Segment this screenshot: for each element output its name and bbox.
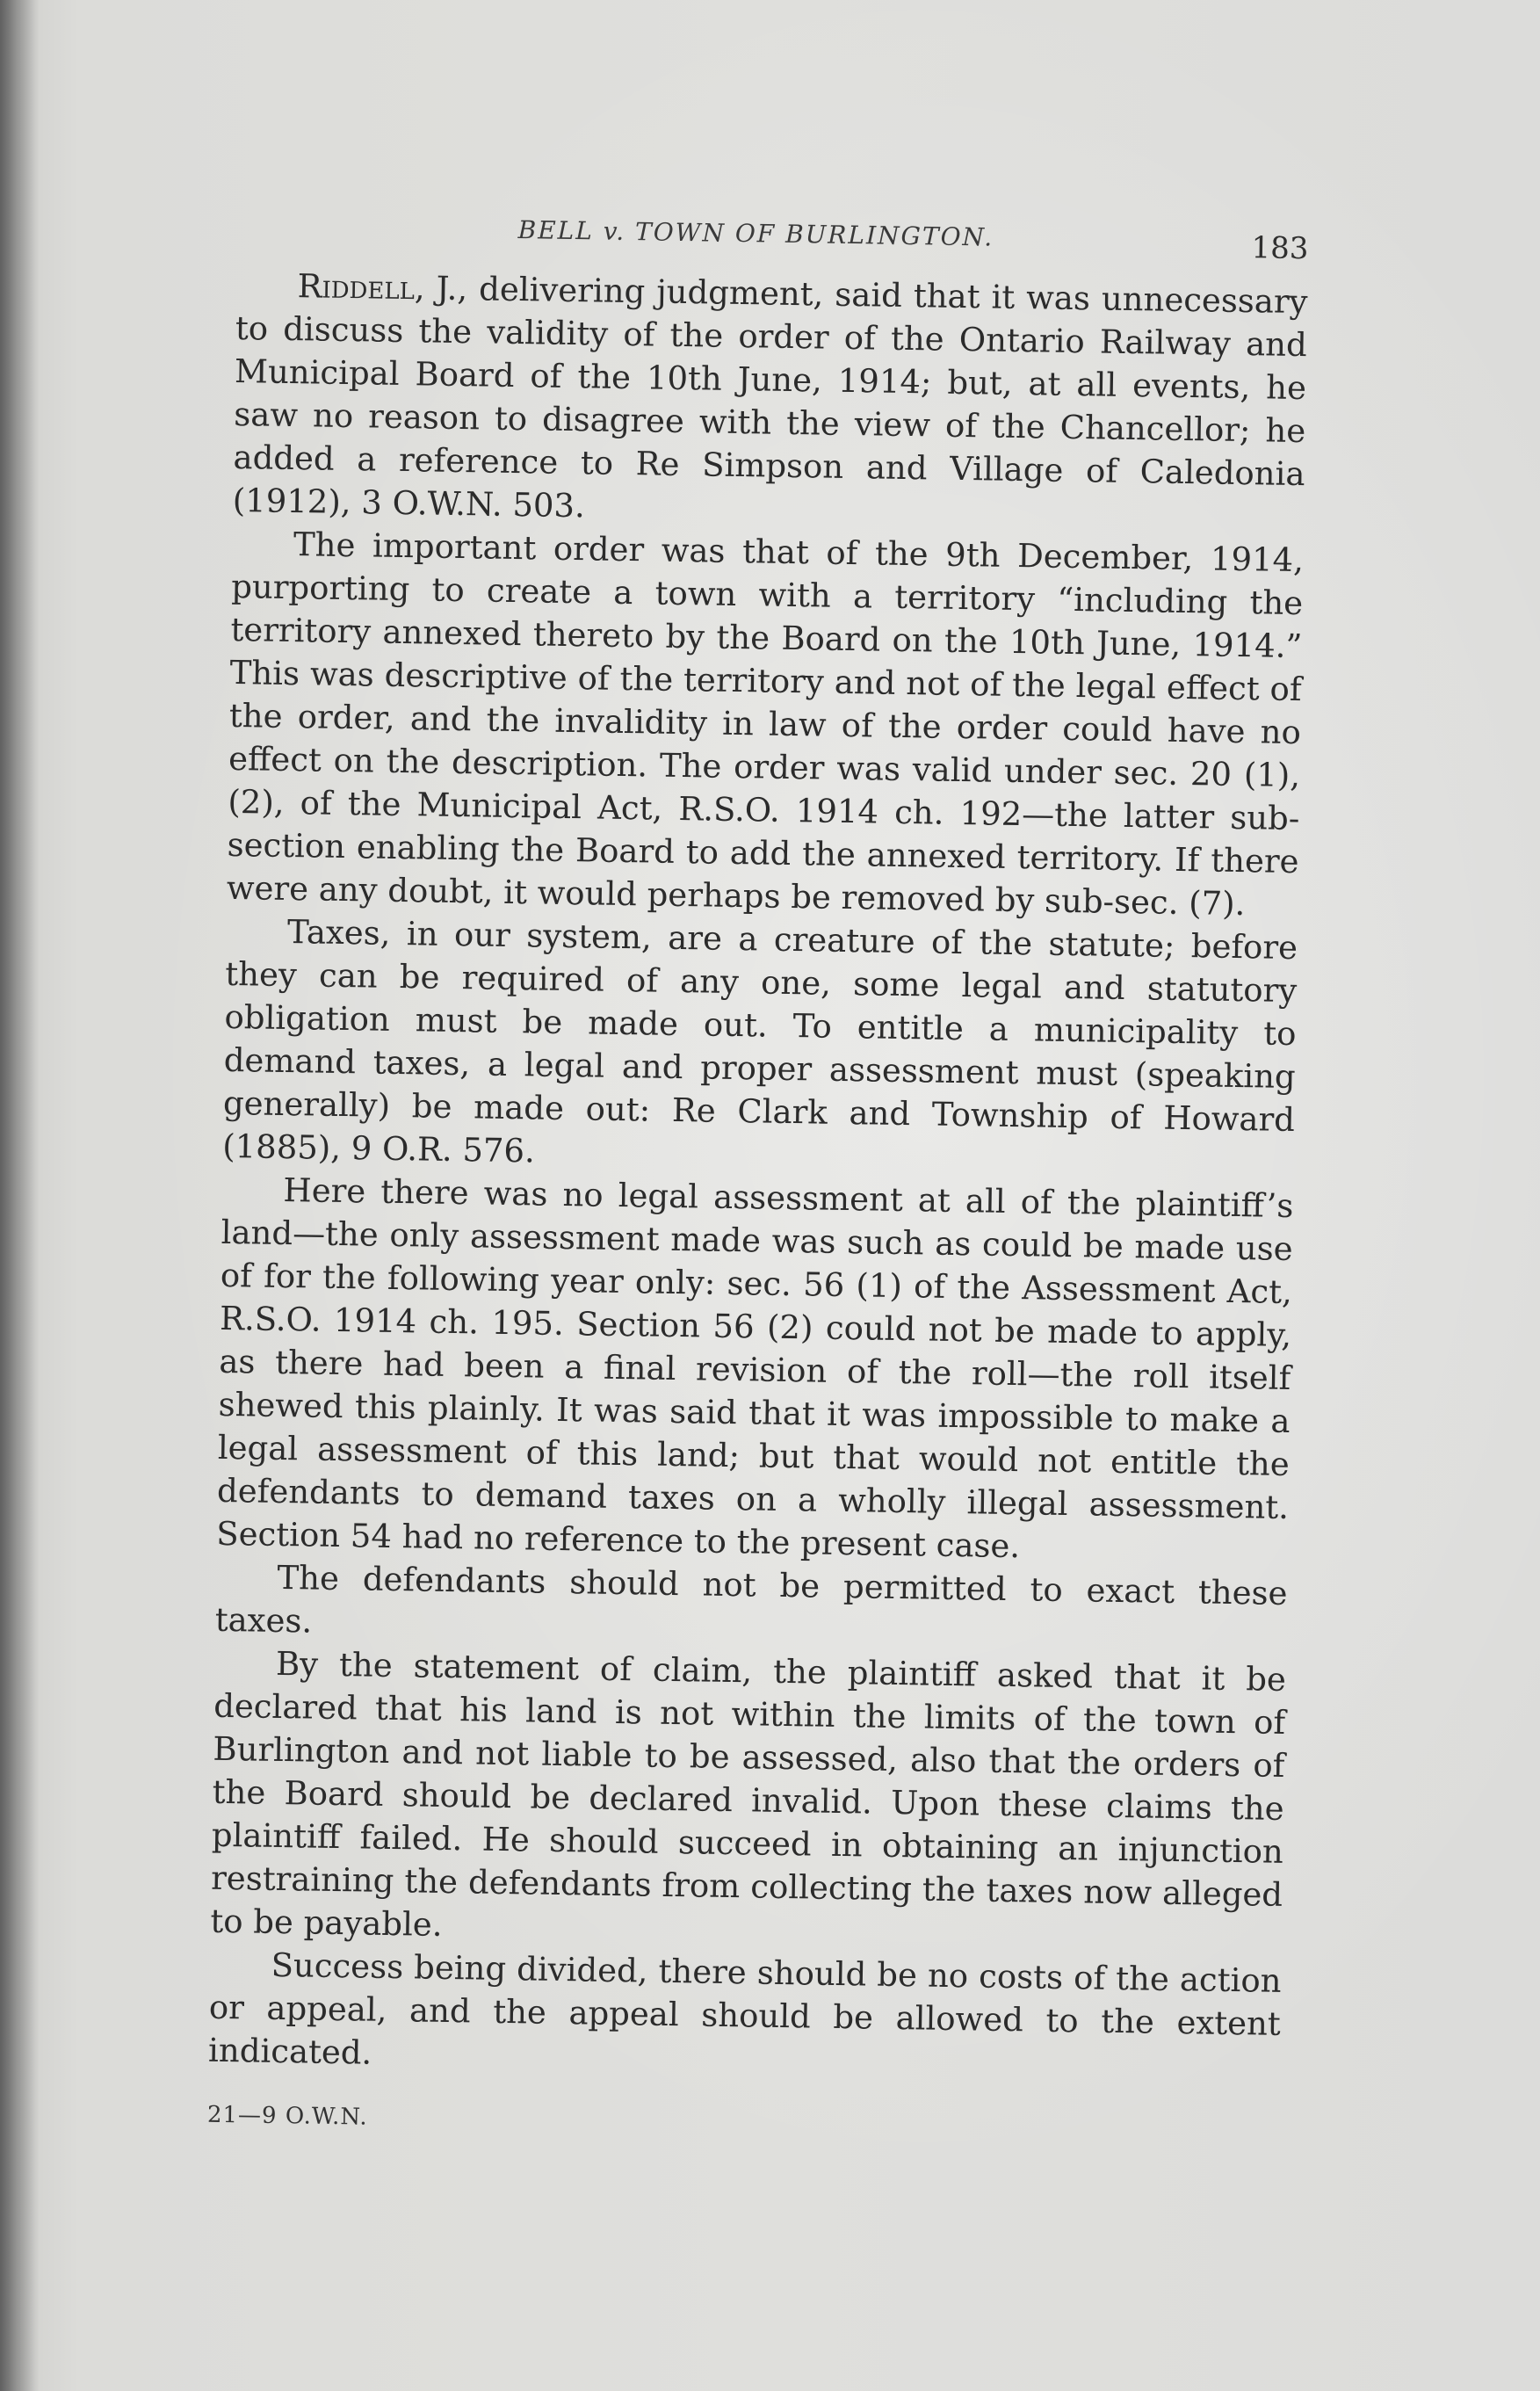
judge-name: Riddell [297,267,416,308]
page-content [207,211,1309,2145]
paragraph-2: The important order was that of the 9th December, 1914, purporting to create a town with a territory “including the territory annexed thereto by the Board on the 10th June, 1914.” This was descriptive of the territory and not of the legal effect of the order, and the invalidity in law of the order could have no effect on the description. The order was valid under sec. 20 (1), (2), of the Municipal Act, R.S.O. 1914 ch. 192—the latter sub-section enabling the Board to add the annexed territory. If there were any doubt, it would perhaps be removed by sub-sec. (7). [226,525,1305,924]
running-title: BELL v. TOWN OF BURLINGTON. [517,215,994,252]
paragraph-6: By the statement of claim, the plaintiff asked that it be declared that his land is not within the limits of the town of Burlington and not liable to be assessed, also that the orders of the Board should be declared invalid. Upon these claims the plaintiff failed. He should succeed in obtaining an injunction restraining the defendants from collecting the taxes now alleged to be payable. [210,1644,1287,1944]
paragraph-5: The defendants should not be permitted to exact these taxes. [214,1558,1288,1641]
binding-gutter-shadow [0,0,40,2391]
paragraph-4: Here there was no legal assessment at all of the plaintiff’s land—the only assessment made was such as could be made use of for the following year only: sec. 56 (1) of the Assessment Act, R.S.O. 1914 ch. 195. Section 56 (2) could not be made to apply, as there had been a final revision of the roll—the roll itself shewed this plainly. It was said that it was impossible to make a legal assessment of this land; but that would not entitle the defendants to demand taxes on a wholly illegal assessment. Section 54 had no reference to the present case. [216,1170,1294,1566]
paragraph-3: Taxes, in our system, are a creature of the statute; before they can be required of any one, some legal and statutory obligation must be made out. To entitle a municipality to demand taxes, a legal and proper assessment must (speaking generally) be made out: Re Clark and Township of Howard (1885), 9 O.R. 576. [221,913,1298,1170]
signature-mark: 21—9 O.W.N. [206,2101,368,2131]
paragraph-7: Success being divided, there should be no costs of the action or appeal, and the appeal should be allowed to the extent indicated. [207,1945,1282,2072]
paragraph-1 [232,264,1307,539]
page-number: 183 [1251,230,1309,267]
paragraph-1-text: , J., delivering judgment, said that it was unnecessary to discuss the validity of the order of the Ontario Railway and Municipal Board of the 10th June, 1914; but, at all events, he saw no reason to disagree with the view of the Chancellor; he added a reference to Re Simpson and Village of Caledonia (1912), 3 O.W.N. 503. [232,269,1308,525]
